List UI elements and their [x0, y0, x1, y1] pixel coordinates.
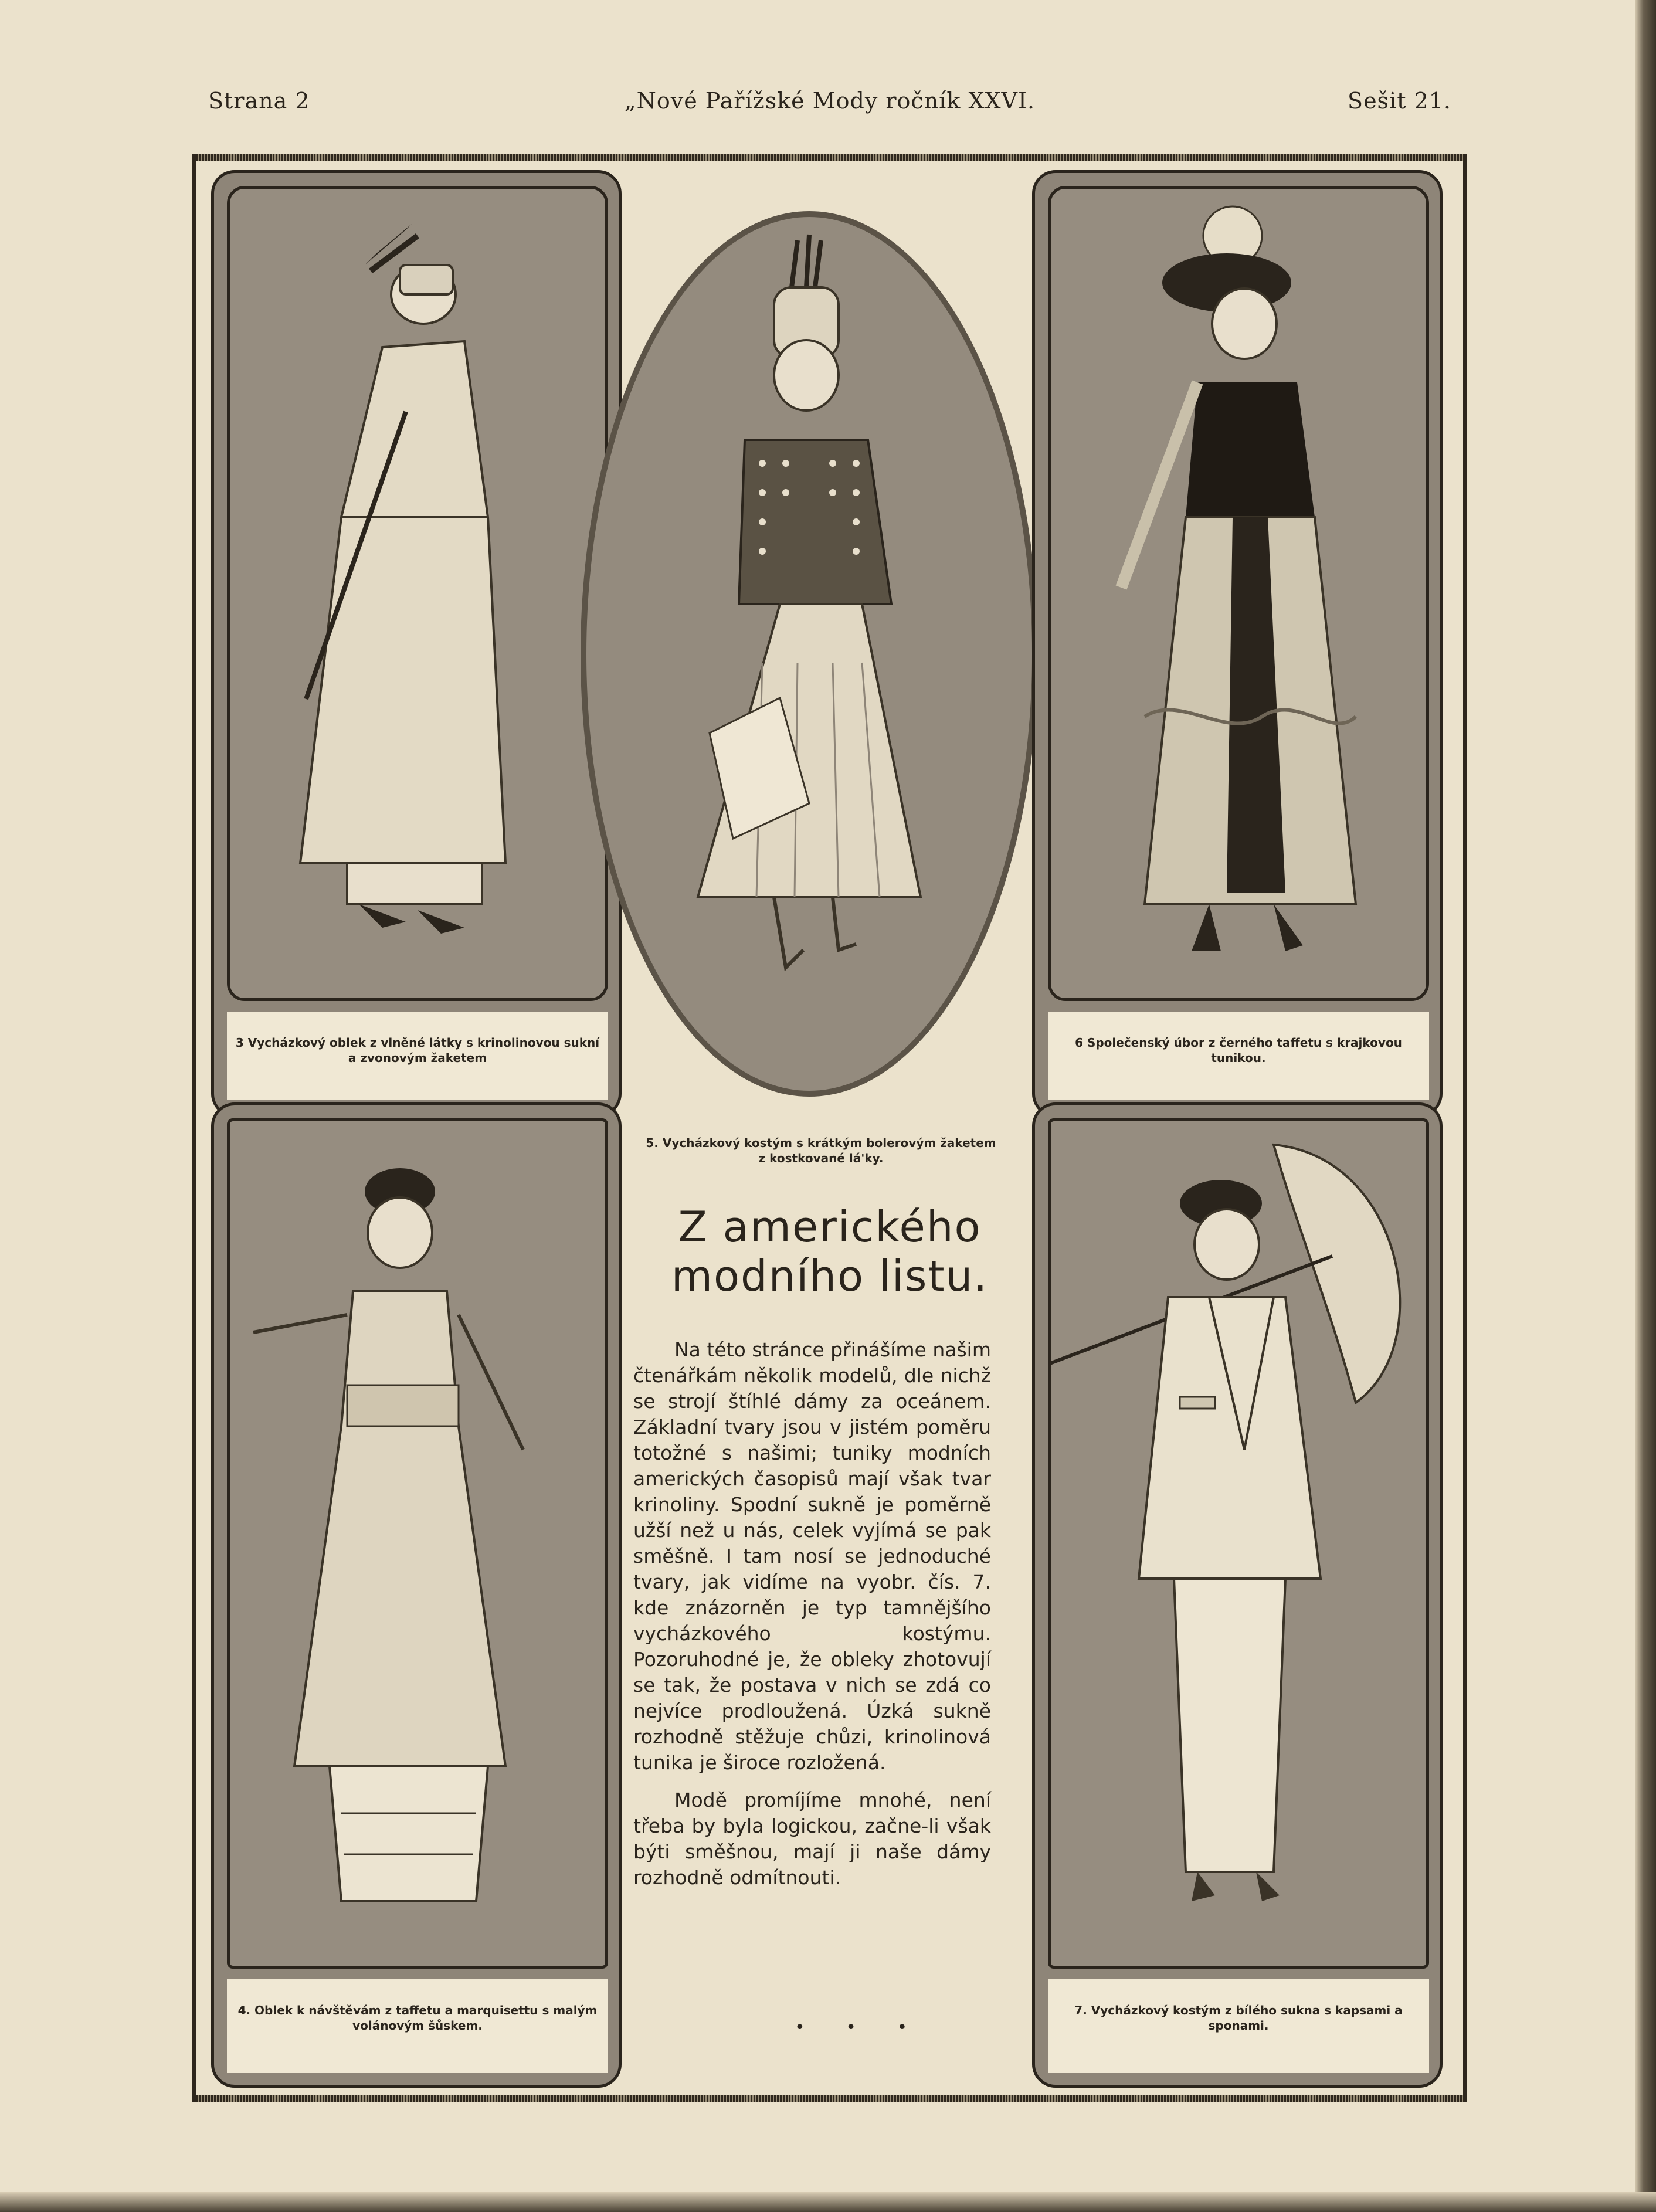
caption-fig6: 6 Společenský úbor z černého taffetu s krajkovou tunikou.	[1048, 1012, 1429, 1100]
illustration-fig6	[1048, 186, 1429, 1001]
issue-number: Sešit 21.	[1348, 88, 1451, 114]
page-header	[208, 88, 1451, 129]
woman-figure-5	[586, 217, 1032, 1091]
caption-fig4: 4. Oblek k návštěvám z taffetu a marquisettu s malým volánovým šůskem.	[227, 1979, 608, 2073]
article-body	[633, 1337, 991, 1902]
article-title	[642, 1202, 1017, 1301]
illustration-fig4	[227, 1118, 608, 1969]
article-paragraph-1: Na této stránce přinášíme našim čtenářkám několik modelů, dle nichž se strojí štíhlé dámy za oceánem. Základní tvary jsou v jistém poměru totožné s našimi; tuniky modních amerických časopisů mají však tvar krinoliny. Spodní sukně je poměrně užší než u nás, celek vyjímá se pak směšně. I tam nosí se jednoduché tvary, jak vidíme na vyobr. čís. 7. kde znázorněn je typ tamnějšího vycházkového kostýmu. Pozoruhodné je, že obleky zhotovují se tak, že postava v nich se zdá co nejvíce prodloužená. Úzká sukně rozhodně stěžuje chůzi, krinolinová tunika je široce rozložená.	[633, 1338, 991, 1774]
article-title-line-2: modního listu.	[671, 1251, 989, 1301]
panel-fig3	[211, 170, 622, 1117]
page-number: Strana 2	[208, 88, 310, 114]
caption-fig3: 3 Vycházkový oblek z vlněné látky s krinolinovou sukní a zvonovým žaketem	[227, 1012, 608, 1100]
woman-figure-6	[1051, 189, 1429, 1001]
ornament-dots: • • •	[795, 2017, 925, 2038]
panel-fig6	[1032, 170, 1443, 1117]
woman-figure-4	[230, 1121, 608, 1969]
panel-fig7	[1032, 1102, 1443, 2088]
woman-figure-7	[1051, 1121, 1429, 1969]
illustration-fig5	[581, 211, 1038, 1097]
magazine-title: „Nové Pařížské Mody ročník XXVI.	[624, 88, 1036, 114]
article-title-line-1: Z amerického	[678, 1202, 982, 1251]
scan-edge-bottom	[0, 2192, 1656, 2212]
panel-fig4	[211, 1102, 622, 2088]
woman-figure-3	[230, 189, 608, 1001]
illustration-fig3	[227, 186, 608, 1001]
caption-fig5: 5. Vycházkový kostým s krátkým bolerovým žaketem z kostkované lá'ky.	[646, 1136, 996, 1165]
illustration-fig7	[1048, 1118, 1429, 1969]
scan-edge	[1635, 0, 1656, 2212]
caption-fig7: 7. Vycházkový kostým z bílého sukna s kapsami a sponami.	[1048, 1979, 1429, 2073]
article-paragraph-2: Modě promíjíme mnohé, není třeba by byla logickou, začne-li však býti směšnou, mají ji naše dámy rozhodně odmítnouti.	[633, 1789, 991, 1889]
